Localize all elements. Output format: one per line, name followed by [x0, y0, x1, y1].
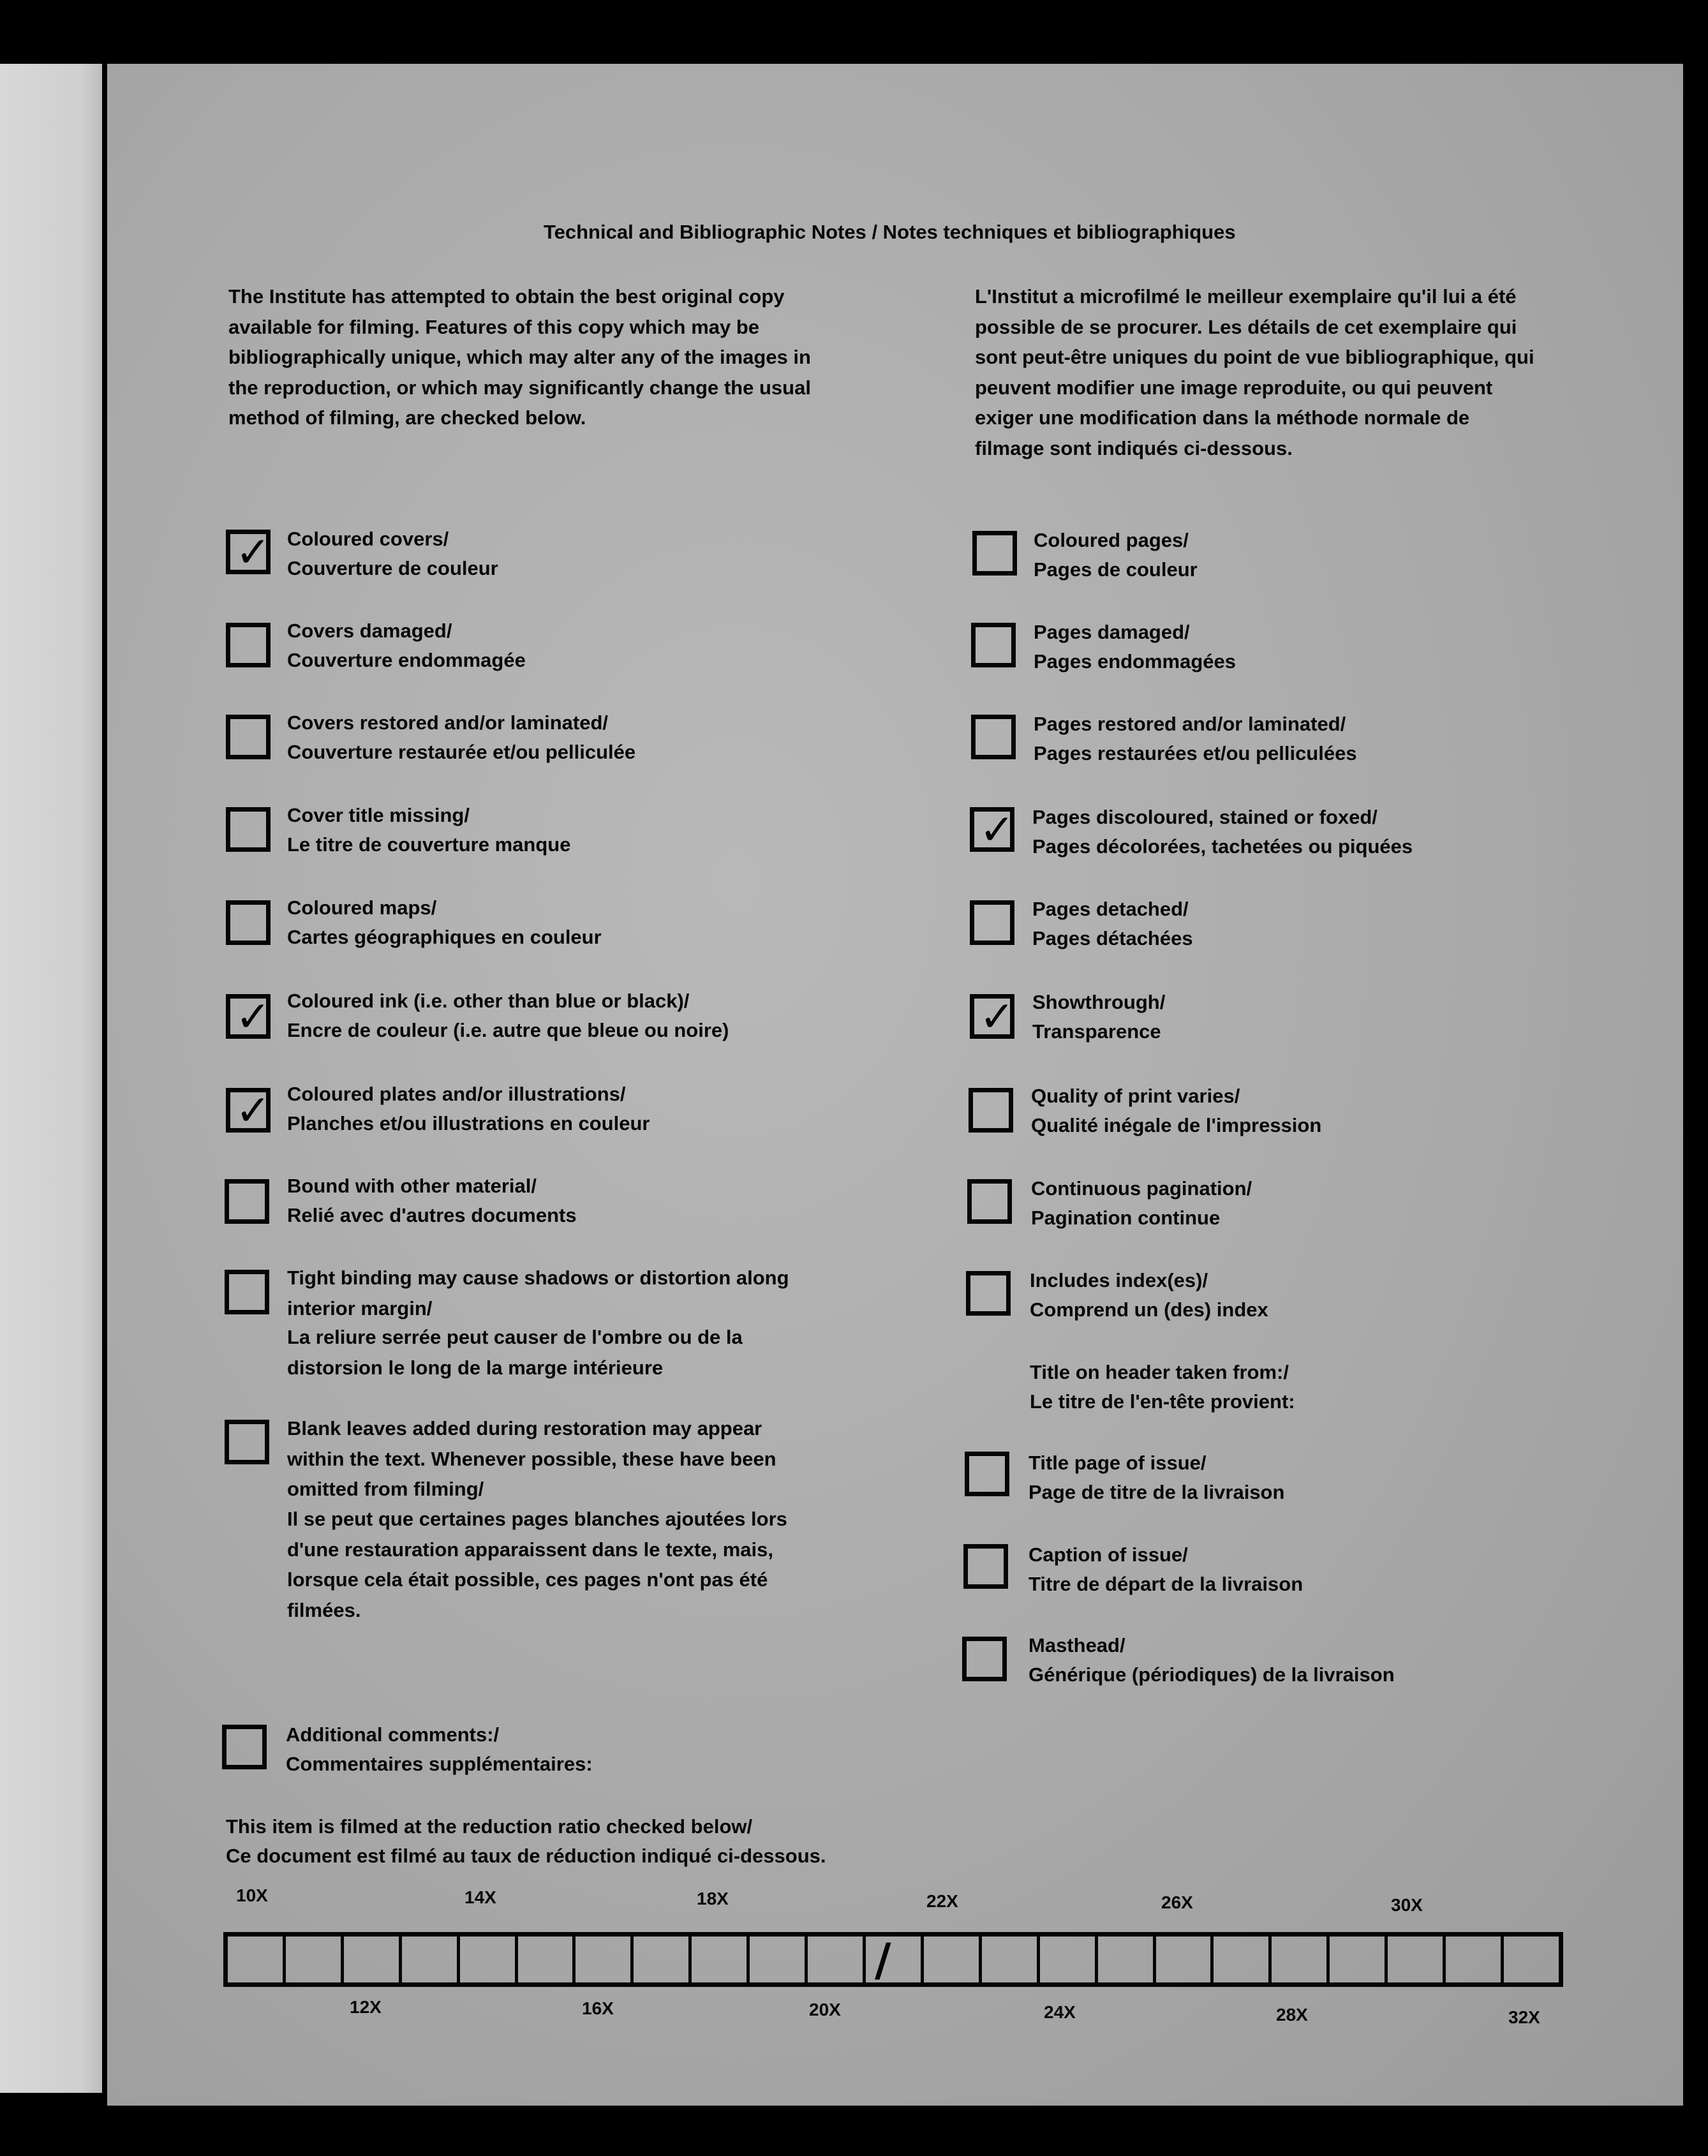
ratio-label: 12X: [350, 1997, 382, 2017]
ratio-cell[interactable]: [1040, 1937, 1098, 1982]
option-label-fr: Planches et/ou illustrations en couleur: [287, 1112, 650, 1134]
option-label-fr: Qualité inégale de l'impression: [1031, 1114, 1322, 1136]
ratio-label: 32X: [1508, 2007, 1540, 2027]
option-label-en: Pages damaged/: [1034, 621, 1190, 643]
checkbox-tight-binding[interactable]: [225, 1270, 269, 1314]
ratio-cell[interactable]: [808, 1937, 866, 1982]
ratio-label: 26X: [1161, 1892, 1193, 1912]
checkbox-coloured-pages[interactable]: [972, 531, 1017, 576]
checkmark-icon: ✓: [979, 805, 1015, 854]
ratio-cell[interactable]: [982, 1937, 1040, 1982]
checkbox-cover-title-missing[interactable]: [226, 807, 271, 852]
option-label-fr: Pages détachées: [1032, 927, 1193, 949]
ratio-cell[interactable]: [1446, 1937, 1504, 1982]
checkbox-coloured-ink[interactable]: [226, 994, 271, 1039]
reduction-note-en: This item is filmed at the reduction ratio checked below/: [226, 1815, 753, 1838]
checkbox-coloured-plates[interactable]: [226, 1088, 271, 1133]
checkbox-coloured-maps[interactable]: [226, 900, 271, 945]
ratio-label: 18X: [697, 1889, 729, 1908]
option-label-en: Pages restored and/or laminated/: [1034, 713, 1346, 735]
ratio-cell[interactable]: [1214, 1937, 1272, 1982]
ratio-cell[interactable]: [1330, 1937, 1388, 1982]
checkbox-pages-restored[interactable]: [971, 715, 1016, 759]
header-note-fr: Le titre de l'en-tête provient:: [1030, 1390, 1295, 1413]
intro-french: L'Institut a microfilmé le meilleur exemplaire qu'il lui a été possible de se procurer. Les détails de cet exemplaire qui sont peut-être uniques du point de vue bibliographique, qui peuvent modifier une image reproduite, ou qui peuvent exiger une modification dans la méthode normale de filmage sont indiqués ci-dessous.: [975, 285, 1534, 459]
option-label-fr: La reliure serrée peut causer de l'ombre ou de la distorsion le long de la marge intérieure: [287, 1326, 743, 1379]
checkbox-pages-detached[interactable]: [970, 900, 1014, 945]
option-label-fr: Pages de couleur: [1034, 558, 1198, 581]
option-label-en: Coloured covers/: [287, 528, 449, 550]
option-label-en: Covers restored and/or laminated/: [287, 711, 609, 734]
header-note-en: Title on header taken from:/: [1030, 1361, 1289, 1383]
ratio-cell[interactable]: [460, 1937, 518, 1982]
option-label-fr: Relié avec d'autres documents: [287, 1204, 577, 1226]
option-label-en: Continuous pagination/: [1031, 1177, 1252, 1200]
ratio-label: 22X: [926, 1891, 958, 1911]
additional-comments-en: Additional comments:/: [286, 1723, 500, 1746]
option-label-en: Includes index(es)/: [1030, 1269, 1208, 1291]
option-label-fr: Couverture de couleur: [287, 557, 498, 579]
option-label-fr: Générique (périodiques) de la livraison: [1029, 1663, 1395, 1686]
option-label-en: Title page of issue/: [1029, 1452, 1207, 1474]
option-label-fr: Transparence: [1032, 1020, 1161, 1043]
option-label-fr: Pages restaurées et/ou pelliculées: [1034, 742, 1357, 764]
ratio-label: 28X: [1276, 2005, 1308, 2025]
checkmark-icon: ✓: [235, 1086, 271, 1135]
option-label-fr: Le titre de couverture manque: [287, 833, 571, 856]
checkbox-additional-comments[interactable]: [222, 1725, 267, 1769]
option-label-fr: Page de titre de la livraison: [1029, 1481, 1285, 1503]
page-title: Technical and Bibliographic Notes / Notes techniques et bibliographiques: [544, 221, 1236, 243]
checkbox-masthead[interactable]: [962, 1637, 1007, 1681]
ratio-cell[interactable]: [634, 1937, 692, 1982]
checkbox-title-page-of-issue[interactable]: [965, 1452, 1009, 1496]
ratio-label: 14X: [464, 1887, 496, 1907]
option-label-fr: Pages endommagées: [1034, 650, 1236, 673]
checkbox-coloured-covers[interactable]: [226, 528, 271, 577]
checkbox-bound-with-other[interactable]: [225, 1179, 269, 1224]
adjacent-page-edge: [0, 64, 102, 2093]
option-label-fr: Pages décolorées, tachetées ou piquées: [1032, 835, 1413, 858]
option-label-en: Coloured plates and/or illustrations/: [287, 1083, 626, 1105]
option-label-en: Pages discoloured, stained or foxed/: [1032, 806, 1378, 828]
ratio-cell[interactable]: [1098, 1937, 1156, 1982]
ratio-cell[interactable]: [750, 1937, 808, 1982]
option-label-en: Covers damaged/: [287, 620, 452, 642]
option-label-fr: Titre de départ de la livraison: [1029, 1573, 1303, 1595]
option-label-fr: Pagination continue: [1031, 1207, 1221, 1229]
ratio-cell[interactable]: [228, 1937, 286, 1982]
ratio-cell[interactable]: [1504, 1937, 1559, 1982]
ratio-cell[interactable]: [344, 1937, 402, 1982]
ratio-label: 10X: [236, 1885, 268, 1905]
ratio-cell[interactable]: [1388, 1937, 1446, 1982]
ratio-cell[interactable]: [576, 1937, 634, 1982]
checkbox-pages-damaged[interactable]: [971, 623, 1016, 667]
option-label-en: Coloured maps/: [287, 896, 437, 919]
checkbox-caption-of-issue[interactable]: [963, 1544, 1008, 1589]
ratio-label: 20X: [809, 2000, 841, 2019]
ratio-cell[interactable]: [1156, 1937, 1214, 1982]
ratio-cell[interactable]: [924, 1937, 982, 1982]
checkbox-covers-restored[interactable]: [226, 715, 271, 759]
checkmark-icon: ✓: [979, 992, 1015, 1041]
option-label-en: Coloured ink (i.e. other than blue or black)/: [287, 990, 690, 1012]
ratio-cell[interactable]: [402, 1937, 460, 1982]
checkbox-pages-discoloured[interactable]: [970, 807, 1014, 852]
option-label-en: Quality of print varies/: [1031, 1085, 1240, 1107]
option-label-en: Showthrough/: [1032, 991, 1166, 1013]
checkbox-continuous-pagination[interactable]: [967, 1179, 1012, 1224]
ratio-label: 16X: [582, 1998, 614, 2018]
option-label-en: Bound with other material/: [287, 1175, 537, 1197]
ratio-cell[interactable]: [692, 1937, 750, 1982]
option-label-fr: Couverture restaurée et/ou pelliculée: [287, 741, 636, 763]
option-label-en: Blank leaves added during restoration may appear within the text. Whenever possible, these have been omitted from filming/: [287, 1417, 776, 1500]
option-label-en: Cover title missing/: [287, 804, 470, 826]
reduction-ratio-strip: [223, 1932, 1563, 1987]
option-label-en: Masthead/: [1029, 1634, 1125, 1656]
ratio-label: 24X: [1044, 2002, 1076, 2022]
checkmark-icon: ✓: [235, 528, 271, 577]
intro-english: The Institute has attempted to obtain the best original copy available for filming. Features of this copy which may be bibliographically unique, which may alter any of the images in the reproduction, or which may significantly change the usual method of filming, are checked below.: [228, 285, 811, 429]
option-label-en: Coloured pages/: [1034, 529, 1189, 551]
option-label-fr: Couverture endommagée: [287, 649, 526, 671]
reduction-note-fr: Ce document est filmé au taux de réduction indiqué ci-dessous.: [226, 1845, 826, 1867]
checkbox-covers-damaged[interactable]: [226, 623, 271, 667]
ratio-label: 30X: [1391, 1895, 1423, 1915]
ratio-cell[interactable]: [1272, 1937, 1330, 1982]
option-label-fr: Encre de couleur (i.e. autre que bleue ou noire): [287, 1019, 729, 1041]
checkbox-includes-index[interactable]: [966, 1271, 1011, 1316]
ratio-cell-selected[interactable]: [866, 1934, 924, 1986]
option-label-fr: Comprend un (des) index: [1030, 1298, 1268, 1321]
ratio-cell[interactable]: [518, 1937, 576, 1982]
option-label-en: Tight binding may cause shadows or distortion along interior margin/: [287, 1267, 789, 1320]
option-label-fr: Il se peut que certaines pages blanches ajoutées lors d'une restauration apparaissent dans le texte, mais, lorsque cela était possible, ces pages n'ont pas été filmées.: [287, 1508, 787, 1621]
checkbox-showthrough[interactable]: [970, 994, 1014, 1039]
slash-mark-icon: /: [874, 1934, 891, 1986]
option-label-fr: Cartes géographiques en couleur: [287, 926, 602, 948]
ratio-cell[interactable]: [286, 1937, 344, 1982]
option-label-en: Pages detached/: [1032, 898, 1189, 920]
checkmark-icon: ✓: [235, 992, 271, 1041]
checkbox-quality-of-print[interactable]: [969, 1088, 1013, 1133]
additional-comments-fr: Commentaires supplémentaires:: [286, 1753, 593, 1775]
checkbox-blank-leaves[interactable]: [225, 1420, 269, 1464]
option-label-en: Caption of issue/: [1029, 1543, 1188, 1566]
